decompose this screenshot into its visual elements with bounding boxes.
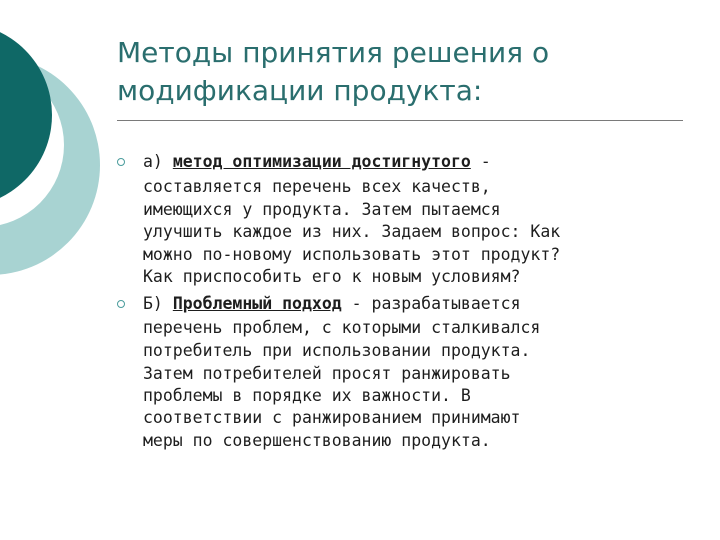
bullet-marker-2 — [117, 300, 125, 308]
bullet-2-line: проблемы в порядке их важности. В — [143, 386, 471, 405]
bullet-1-first-line — [143, 152, 491, 172]
bullet-2-term: Проблемный подход — [172, 294, 342, 313]
title-line-1: Методы принятия решения о — [117, 36, 550, 69]
bullet-1-term: метод оптимизации достигнутого — [172, 152, 471, 171]
bullet-1-line: улучшить каждое из них. Задаем вопрос: Как — [143, 222, 561, 241]
bullet-1-line: можно по-новому использовать этот продукт? — [143, 245, 561, 264]
bullet-marker-1 — [117, 158, 125, 166]
bullet-2-line: потребитель при использовании продукта. — [143, 341, 531, 360]
title-line-2: модификации продукта: — [117, 74, 483, 107]
bullet-2-line: перечень проблем, с которыми сталкивался — [143, 318, 541, 337]
bullet-2-line: Затем потребителей просят ранжировать — [143, 364, 511, 383]
bullet-1-prefix: а) — [143, 152, 173, 171]
bullet-1-suffix: - — [470, 152, 491, 171]
bullet-2-line: меры по совершенствованию продукта. — [143, 431, 491, 450]
bullet-1-line: Как приспособить его к новым условиям? — [143, 267, 521, 286]
bullet-2-first-line — [143, 294, 521, 314]
bullet-2-line: соответствии с ранжированием принимают — [143, 408, 521, 427]
bullet-2-prefix: Б) — [143, 294, 173, 313]
bullet-2-suffix: - разрабатывается — [341, 294, 521, 313]
bullet-1-line: составляется перечень всех качеств, — [143, 177, 491, 196]
bullet-1-line: имеющихся у продукта. Затем пытаемся — [143, 200, 501, 219]
